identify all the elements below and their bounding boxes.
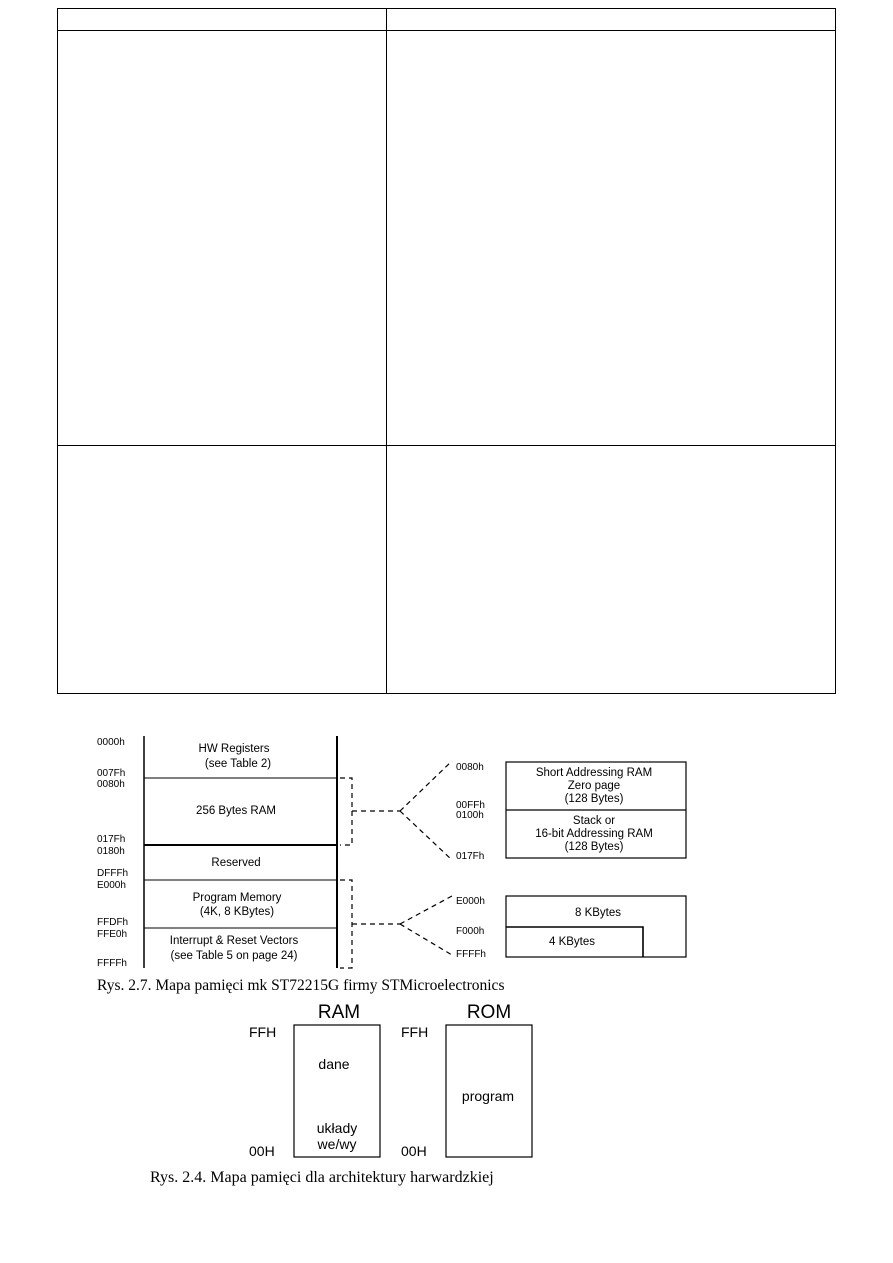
address-label: 0080h bbox=[97, 779, 125, 790]
rom-detail-address: FFFFh bbox=[456, 949, 486, 960]
figure-2-4-caption: Rys. 2.4. Mapa pamięci dla architektury harwardzkiej bbox=[150, 1169, 494, 1186]
block-hw-registers-line1: HW Registers bbox=[198, 743, 270, 755]
rom-top-address: FFH bbox=[401, 1024, 429, 1040]
ram-bottom-address: 00H bbox=[249, 1143, 275, 1159]
ram-title: RAM bbox=[317, 1002, 361, 1023]
rom-detail-address: E000h bbox=[456, 896, 485, 907]
block-hw-registers-line2: (see Table 2) bbox=[204, 758, 272, 770]
address-label: 0000h bbox=[97, 737, 125, 748]
ram-detail-address: 0080h bbox=[456, 762, 484, 773]
block-vectors-line1: Interrupt & Reset Vectors bbox=[169, 935, 299, 947]
ram-detail-address: 00FFh bbox=[456, 800, 485, 811]
stack-line1: Stack or bbox=[572, 815, 616, 827]
address-label: 007Fh bbox=[97, 768, 126, 779]
address-label: FFFFh bbox=[97, 958, 127, 969]
ram-data-label: dane bbox=[318, 1056, 350, 1072]
rom-bottom-address: 00H bbox=[401, 1143, 427, 1159]
zero-page-line3: (128 Bytes) bbox=[564, 793, 624, 805]
address-label: E000h bbox=[97, 880, 126, 891]
block-reserved-label: Reserved bbox=[211, 857, 261, 869]
block-program-memory-line1: Program Memory bbox=[192, 892, 282, 904]
rom-title: ROM bbox=[466, 1002, 512, 1023]
ram-detail-address: 017Fh bbox=[456, 851, 485, 862]
zero-page-line2: Zero page bbox=[567, 780, 621, 792]
ram-io-label-line2: we/wy bbox=[317, 1136, 357, 1152]
block-program-memory-line2: (4K, 8 KBytes) bbox=[199, 906, 275, 918]
ram-io-label-line1: układy bbox=[316, 1120, 358, 1136]
ram-detail-address: 0100h bbox=[456, 810, 484, 821]
address-label: FFDFh bbox=[97, 917, 129, 928]
block-vectors-line2: (see Table 5 on page 24) bbox=[170, 950, 298, 962]
block-ram-label: 256 Bytes RAM bbox=[196, 805, 276, 817]
rom-program-label: program bbox=[461, 1088, 515, 1104]
address-label: 017Fh bbox=[97, 834, 126, 845]
rom-8kbytes-label: 8 KBytes bbox=[574, 907, 622, 919]
address-label: FFE0h bbox=[97, 929, 128, 940]
rom-detail-address: F000h bbox=[456, 926, 485, 937]
address-label: DFFFh bbox=[97, 868, 129, 879]
stack-line2: 16-bit Addressing RAM bbox=[535, 828, 653, 840]
stack-line3: (128 Bytes) bbox=[564, 841, 624, 853]
address-label: 0180h bbox=[97, 846, 125, 857]
figure-2-7-caption: Rys. 2.7. Mapa pamięci mk ST72215G firmy STMicroelectronics bbox=[97, 977, 505, 994]
ram-top-address: FFH bbox=[249, 1024, 277, 1040]
zero-page-line1: Short Addressing RAM bbox=[535, 767, 653, 779]
rom-4kbytes-label: 4 KBytes bbox=[548, 936, 596, 948]
